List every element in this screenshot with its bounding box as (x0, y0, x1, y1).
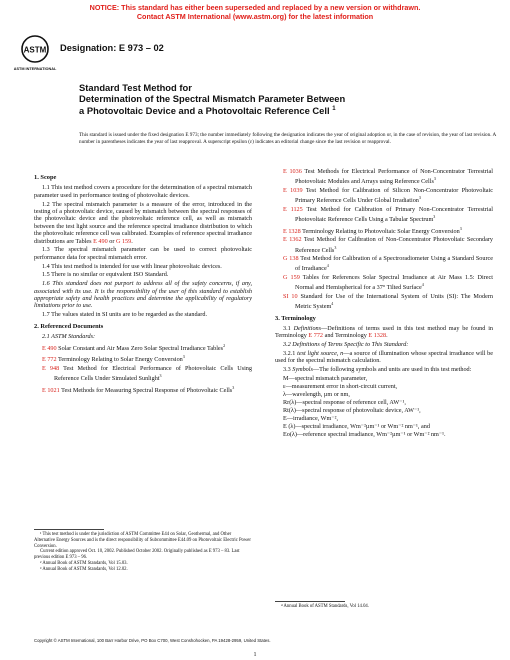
reference-title: Test Methods for Measuring Spectral Response of Photovoltaic Cells (61, 386, 233, 394)
symbol-definition: E—irradiance, Wm⁻², (283, 415, 339, 422)
symbol-definition: ε—measurement error in short-circuit current, (283, 383, 398, 390)
reference-footnote-mark: 4 (421, 282, 424, 288)
reference-footnote-mark: 3 (334, 244, 337, 250)
terminology-3-3: 3.3 Symbols—The following symbols and units are used in this test method: (283, 366, 472, 374)
reference-footnote-mark: 3 (418, 195, 421, 201)
reference-title: Terminology Relating to Photovoltaic Solar Energy Conversion (302, 227, 460, 235)
reference-title: Test Method for Electrical Performance of Photovoltaic Cells Using Reference Cells Under Simulated Sunlight (54, 364, 252, 383)
footnote: ² Annual Book of ASTM Standards, Vol 15.03. (40, 560, 128, 566)
title-line-2: Determination of the Spectral Mismatch Parameter Between (79, 93, 346, 104)
footnote: ³ Annual Book of ASTM Standards, Vol 12.02. (40, 566, 128, 572)
reference-footnote-mark: 4 (331, 301, 334, 307)
symbol-definition: M—spectral mismatch parameter, (283, 375, 368, 382)
symbol-definition: λ—wavelength, µm or nm, (283, 391, 350, 398)
page-number: 1 (253, 652, 257, 658)
designation: Designation: E 973 – 02 (60, 43, 164, 53)
copyright-line: Copyright © ASTM International, 100 Barr Harbor Drive, PO Box C700, West Conshohocken, PA 19428-2959, United States. (34, 638, 271, 643)
reference-item (275, 293, 493, 311)
terminology-3-1: 3.1 Definitions—Definitions of terms used in this test method may be found in Terminology E 772 and Terminology E 1328. (275, 325, 494, 340)
reference-title: Test Method for Calibration of a Spectroradiometer Using a Standard Source of Irradiance (295, 254, 494, 273)
reference-item (34, 353, 252, 363)
reference-code-link[interactable]: E 1362 (283, 236, 302, 244)
reference-item (34, 384, 252, 394)
reference-item (275, 187, 493, 205)
symbol-definition: Rr(λ)—spectral response of reference cell, AW⁻¹, (283, 399, 406, 406)
scope-1-3: 1.3 The spectral mismatch parameter can be used to correct photovoltaic performance data for spectral mismatch error. (34, 246, 252, 261)
link-e1328[interactable]: E 1328 (368, 332, 387, 340)
reference-item (275, 255, 493, 273)
reference-code-link[interactable]: E 1039 (283, 186, 303, 194)
footnote: ¹ This test method is under the jurisdiction of ASTM Committee E44 on Solar, Geothermal, and Other Alternative Energy Sources and is the direct responsibility of Subcommittee E44.09 on Photovoltaic Electric Power Conversion. (34, 532, 251, 549)
right-column (275, 168, 493, 439)
reference-code-link[interactable]: E 1328 (283, 227, 301, 235)
reference-item (275, 236, 493, 254)
astm-logo-icon (13, 34, 57, 76)
section-heading-terminology: 3. Terminology (275, 314, 316, 322)
footnote-rule-right (275, 601, 345, 602)
footnote-rule-left (34, 529, 104, 530)
reference-item (275, 225, 493, 235)
reference-item (275, 168, 493, 186)
footnote: ⁴ Annual Book of ASTM Standards, Vol 14.04. (281, 604, 369, 609)
reference-item (275, 206, 493, 224)
scope-1-1: 1.1 This test method covers a procedure for the determination of a spectral mismatch parameter used in performance testing of photovoltaic devices. (34, 184, 252, 199)
reference-footnote-mark: 3 (433, 214, 436, 220)
reference-code-link[interactable]: E 948 (42, 364, 60, 372)
title-line-3: a Photovoltaic Device and a Photovoltaic Reference Cell $^1$ (79, 105, 336, 117)
reference-item (34, 342, 252, 352)
astm-standards-subheading: 2.1 ASTM Standards: (42, 333, 96, 341)
scope-1-7: 1.7 The values stated in SI units are to be regarded as the standard. (42, 311, 208, 319)
title-footnote-mark: 1 (332, 106, 336, 112)
scope-1-4: 1.4 This test method is intended for use with linear photovoltaic devices. (42, 262, 222, 270)
standard-issuance-note: This standard is issued under the fixed designation E 973; the number immediately following the designation indicates the year of original adoption or, in the case of revision, the year of last revision. A number in parentheses indicates the year of last reapproval. A superscript epsilon (ε) indicates an editorial change since the last revision or reapproval. (79, 132, 496, 145)
footnotes-right (275, 604, 493, 610)
right-reference-list (275, 168, 493, 311)
reference-footnote-mark: 3 (159, 373, 162, 379)
link-e772[interactable]: E 772 (308, 332, 324, 340)
reference-title: Test Method for Calibration of Primary Non-Concentrator Terrestrial Photovoltaic Reference Cells Using a Tabular Spectrum (295, 205, 493, 224)
scope-1-2: 1.2 The spectral mismatch parameter is a measure of the error, introduced in the testing of a photovoltaic device, caused by mismatch between the spectral responses of the photovoltaic device and the photovoltaic reference cell, as well as mismatch between the test light source and the reference spectral irradiance distribution to which the photovoltaic reference cell was calibrated. Examples of reference spectral irradiance distributions are Tables E 490 or G 159. (34, 200, 252, 245)
terminology-3-2: 3.2 Definitions of Terms Specific to This Standard: (283, 341, 409, 349)
reference-title: Test Methods for Electrical Performance of Non-Concentrator Terrestrial Photovoltaic Modules and Arrays using Reference Cells (295, 168, 494, 186)
reference-title: Tables for References Solar Spectral Irradiance at Air Mass 1.5: Direct Normal and Hemispherical for a 37° Tilted Surface (295, 273, 494, 292)
left-reference-list (34, 342, 252, 394)
reference-title: Solar Constant and Air Mass Zero Solar Spectral Irradiance Tables (58, 344, 224, 352)
reference-footnote-mark: 3 (433, 176, 436, 182)
reference-footnote-mark: 3 (459, 225, 462, 231)
reference-title: Test Method for Calibration of Silicon Non-Concentrator Photovoltaic Primary Reference Cells Under Global Irradiation (295, 186, 494, 205)
reference-code-link[interactable]: E 490 (42, 344, 57, 352)
reference-code-link[interactable]: SI 10 (283, 292, 298, 300)
document-title (79, 82, 499, 116)
reference-title: Test Method for Calibration of Non-Concentrator Photovoltaic Secondary Reference Cells (295, 236, 494, 254)
terminology-3-2-1: 3.2.1 test light source, n—a source of illumination whose spectral irradiance will be used for the spectral mismatch calculation. (275, 350, 494, 365)
notice-line-1: NOTICE: This standard has either been superseded and replaced by a new version or withdrawn. (89, 3, 421, 12)
scope-1-5: 1.5 There is no similar or equivalent ISO Standard. (42, 271, 169, 279)
symbol-list (275, 375, 493, 438)
symbol-definition: Eo(λ)—reference spectral irradiance, Wm⁻²µm⁻¹ or Wm⁻² nm⁻¹. (283, 431, 446, 438)
section-heading-referenced: 2. Referenced Documents (34, 322, 104, 330)
symbol-definition: Rt(λ)—spectral response of photovoltaic device, AW⁻¹, (283, 407, 421, 414)
reference-code-link[interactable]: G 159 (283, 273, 300, 281)
link-e490[interactable]: E 490 (93, 237, 108, 245)
link-g159[interactable]: G 159 (115, 237, 132, 245)
logo-label: ASTM INTERNATIONAL (13, 67, 57, 71)
symbol-definition: E (λ)—spectral irradiance, Wm⁻²µm⁻¹ or Wm⁻² nm⁻¹, and (283, 423, 430, 430)
scope-1-6: 1.6 This standard does not purport to address all of the safety concerns, if any, associated with its use. It is the responsibility of the user of this standard to establish appropriate safety and health practices and determine the applicability of regulatory limitations prior to use. (34, 280, 252, 310)
reference-title: Standard for Use of the International System of Units (SI): The Modern Metric System (295, 292, 493, 311)
svg-text:ASTM: ASTM (23, 45, 47, 55)
reference-item (34, 365, 252, 383)
reference-title: Terminology Relating to Solar Energy Conversion (58, 356, 183, 364)
reference-item (275, 274, 493, 292)
reference-code-link[interactable]: G 138 (283, 254, 299, 262)
title-line-1: Standard Test Method for (79, 82, 192, 93)
reference-code-link[interactable]: E 1021 (42, 386, 60, 394)
reference-code-link[interactable]: E 1036 (283, 168, 302, 175)
left-column (34, 170, 252, 395)
section-heading-scope: 1. Scope (34, 174, 57, 181)
reference-footnote-mark: 4 (326, 263, 329, 269)
withdrawn-notice (0, 4, 510, 21)
notice-line-2: Contact ASTM International (www.astm.org) for the latest information (136, 11, 374, 21)
footnote: Current edition approved Oct. 10, 2002. Published October 2002. Originally published as E 973 – 83. Last previous edition E 973 – 96. (34, 549, 240, 561)
reference-code-link[interactable]: E 772 (42, 356, 57, 364)
reference-footnote-mark: 3 (182, 354, 185, 360)
footnotes-left (34, 532, 252, 573)
reference-footnote-mark: 2 (223, 342, 226, 348)
reference-code-link[interactable]: E 1125 (283, 205, 303, 213)
reference-footnote-mark: 3 (232, 384, 235, 390)
